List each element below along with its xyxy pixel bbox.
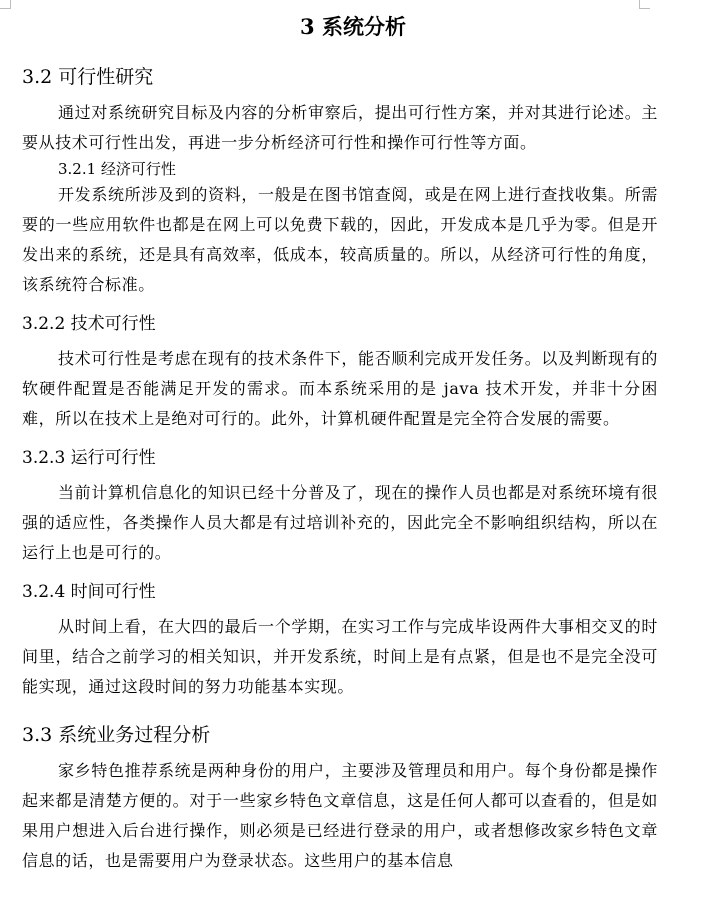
section-heading-3-2-2: 3.2.2 技术可行性 xyxy=(22,314,156,334)
section-heading-3-2: 3.2 可行性研究 xyxy=(22,66,154,88)
section-3-3-body: 家乡特色推荐系统是两种身份的用户，主要涉及管理员和用户。每个身份都是操作起来都是清楚方便的。对于一些家乡特色文章信息，这是任何人都可以查看的，但是如果用户想进入后台进行操作，则必须是已经进行登录的用户，或者想修改家乡特色文章信息的话，也是需要用户为登录状态。这些用户的基本信息 xyxy=(22,761,658,870)
section-3-2-intro: 通过对系统研究目标及内容的分析审察后，提出可行性方案，并对其进行论述。主要从技术可行性出发，再进一步分析经济可行性和操作可行性等方面。 xyxy=(22,103,658,152)
chapter-title: 3 系统分析 xyxy=(300,14,406,39)
section-heading-3-2-3: 3.2.3 运行可行性 xyxy=(22,448,156,468)
section-3-2-1-body: 开发系统所涉及到的资料，一般是在图书馆查阅，或是在网上进行查找收集。所需要的一些应用软件也都是在网上可以免费下载的，因此，开发成本是几乎为零。但是开发出来的系统，还是具有高效率，低成本，较高质量的。所以，从经济可行性的角度，该系统符合标准。 xyxy=(22,185,658,294)
page-corner-mark-right xyxy=(639,0,650,9)
section-3-2-3-body: 当前计算机信息化的知识已经十分普及了，现在的操作人员也都是对系统环境有很强的适应性，各类操作人员大都是有过培训补充的，因此完全不影响组织结构，所以在运行上也是可行的。 xyxy=(22,483,658,562)
section-3-2-2-body: 技术可行性是考虑在现有的技术条件下，能否顺利完成开发任务。以及判断现有的软硬件配置是否能满足开发的需求。而本系统采用的是 java 技术开发，并非十分困难，所以在技术上是绝对可行的。此外，计算机硬件配置是完全符合发展的需要。 xyxy=(22,349,658,428)
section-heading-3-2-1: 3.2.1 经济可行性 xyxy=(58,160,176,178)
page-corner-mark-left xyxy=(0,0,11,9)
section-heading-3-3: 3.3 系统业务过程分析 xyxy=(22,724,211,746)
section-heading-3-2-4: 3.2.4 时间可行性 xyxy=(22,582,156,602)
section-3-2-4-body: 从时间上看，在大四的最后一个学期，在实习工作与完成毕设两件大事相交叉的时间里，结合之前学习的相关知识，并开发系统，时间上是有点紧，但是也不是完全没可能实现，通过这段时间的努力功能基本实现。 xyxy=(22,617,658,696)
